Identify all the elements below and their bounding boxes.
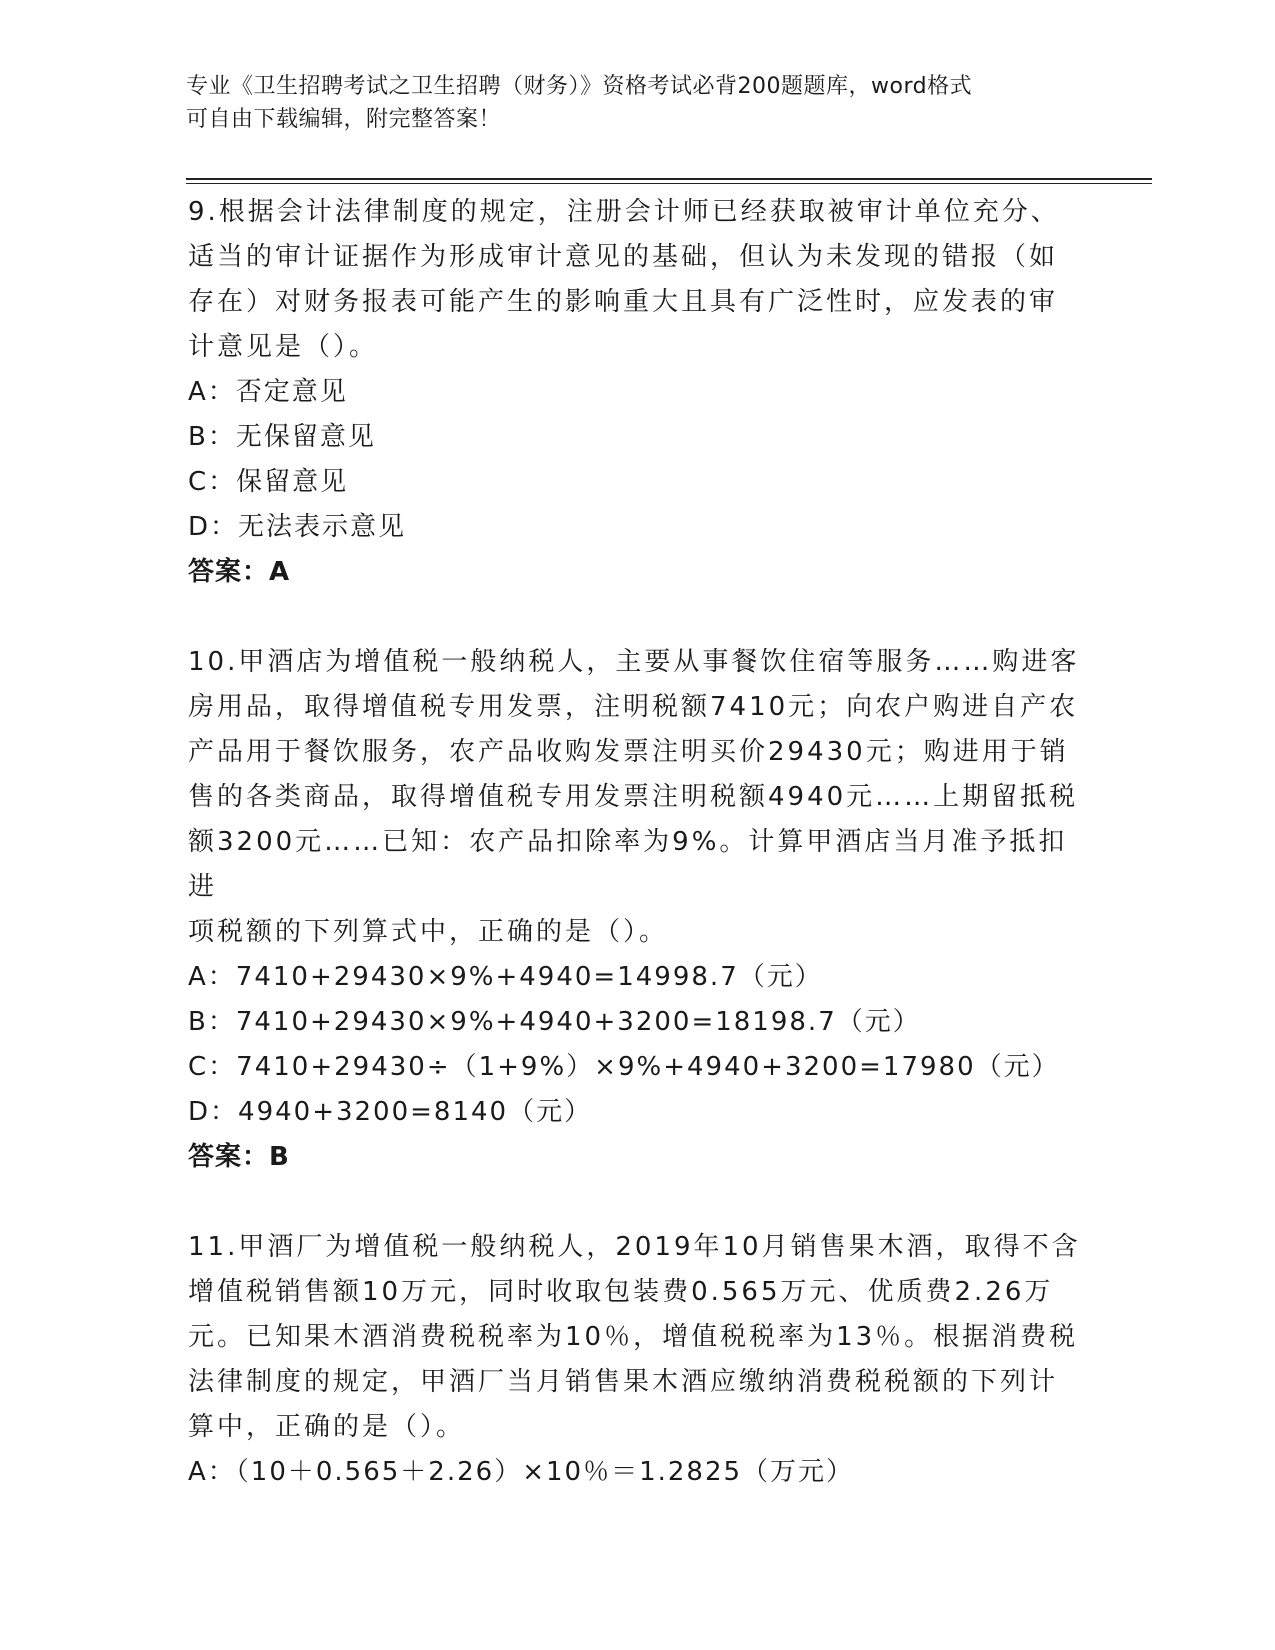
question-line: 11.甲酒厂为增值税一般纳税人，2019年10月销售果木酒，取得不含 [188, 1232, 1081, 1262]
option-b: B：7410+29430×9%+4940+3200=18198.7（元） [188, 1007, 921, 1037]
question-line: 增值税销售额10万元，同时收取包装费0.565万元、优质费2.26万 [188, 1277, 1054, 1307]
question-line: 元。已知果木酒消费税税率为10％，增值税税率为13％。根据消费税 [188, 1322, 1079, 1352]
option-c: C：保留意见 [188, 467, 349, 497]
header-line-2: 可自由下载编辑，附完整答案！ [186, 107, 502, 132]
question-10 [188, 640, 1088, 1180]
option-a: A：（10＋0.565＋2.26）×10％＝1.2825（万元） [188, 1457, 855, 1487]
header-rule-thin [186, 183, 1152, 184]
question-line: 售的各类商品，取得增值税专用发票注明税额4940元……上期留抵税 [188, 782, 1079, 812]
question-11 [188, 1225, 1088, 1495]
question-line: 法律制度的规定，甲酒厂当月销售果木酒应缴纳消费税税额的下列计 [188, 1367, 1059, 1397]
answer: 答案：B [188, 1142, 290, 1172]
question-line: 存在）对财务报表可能产生的影响重大且具有广泛性时，应发表的审 [188, 287, 1059, 317]
question-line: 项税额的下列算式中，正确的是（）。 [188, 917, 669, 947]
answer: 答案：A [188, 557, 291, 587]
option-c: C：7410+29430÷（1+9%）×9%+4940+3200=17980（元） [188, 1052, 1060, 1082]
option-d: D：4940+3200=8140（元） [188, 1097, 593, 1127]
option-d: D：无法表示意见 [188, 512, 407, 542]
question-list [188, 190, 1088, 1540]
question-line: 产品用于餐饮服务，农产品收购发票注明买价29430元；购进用于销 [188, 737, 1069, 767]
question-line: 算中，正确的是（）。 [188, 1412, 466, 1442]
header-line-1: 专业《卫生招聘考试之卫生招聘（财务）》资格考试必背200题题库，word格式 [186, 74, 973, 99]
question-line: 额3200元……已知：农产品扣除率为9%。计算甲酒店当月准予抵扣进 [188, 827, 1068, 902]
question-9 [188, 190, 1088, 595]
question-line: 房用品，取得增值税专用发票，注明税额7410元；向农户购进自产农 [188, 692, 1079, 722]
question-text [188, 1225, 1088, 1450]
question-text [188, 190, 1088, 370]
question-line: 计意见是（）。 [188, 332, 379, 362]
header-rule-thick [186, 178, 1152, 180]
option-a: A：否定意见 [188, 377, 348, 407]
document-header [186, 70, 1066, 136]
question-line: 适当的审计证据作为形成审计意见的基础，但认为未发现的错报（如 [188, 242, 1059, 272]
option-b: B：无保留意见 [188, 422, 376, 452]
question-line: 9.根据会计法律制度的规定，注册会计师已经获取被审计单位充分、 [188, 197, 1060, 227]
question-text [188, 640, 1088, 955]
question-line: 10.甲酒店为增值税一般纳税人，主要从事餐饮住宿等服务……购进客 [188, 647, 1080, 677]
option-a: A：7410+29430×9%+4940=14998.7（元） [188, 962, 823, 992]
